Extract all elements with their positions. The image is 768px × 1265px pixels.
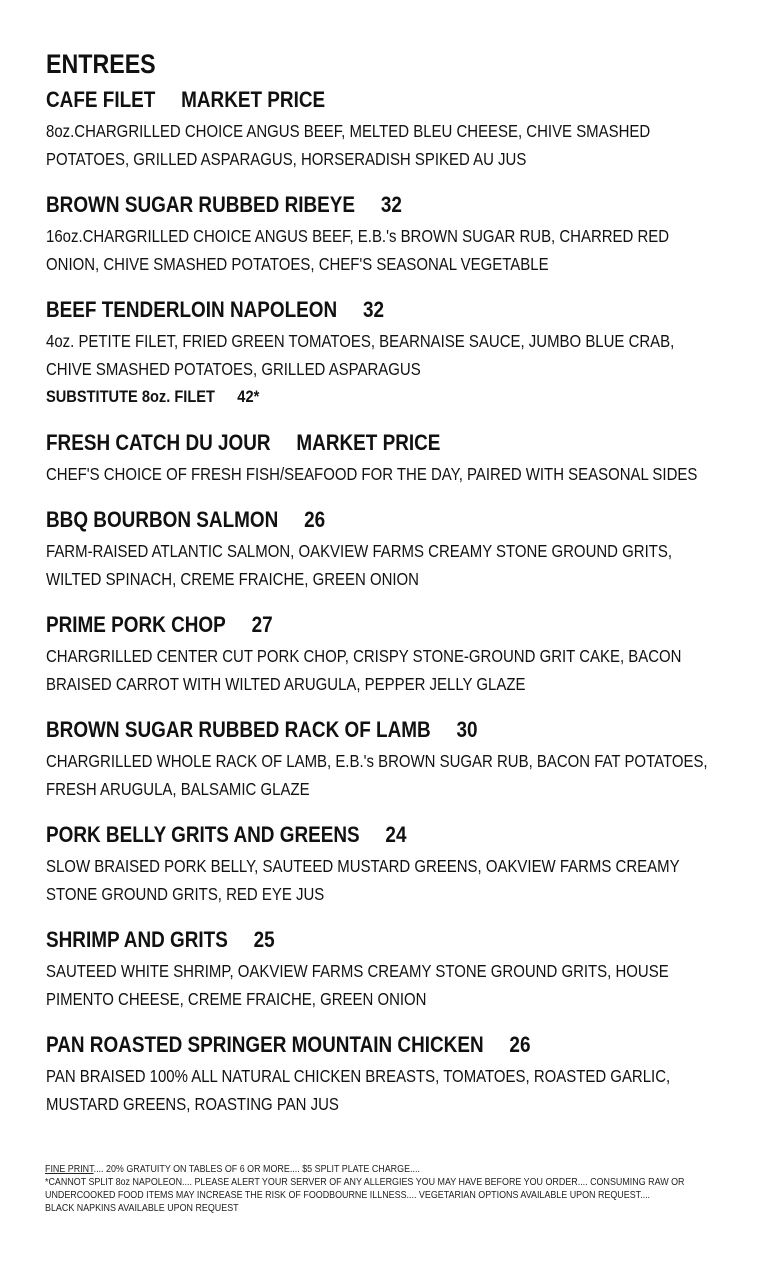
item-price: 26: [509, 1032, 531, 1057]
item-description: PAN BRAISED 100% ALL NATURAL CHICKEN BREASTS, TOMATOES, ROASTED GARLIC, MUSTARD GREENS, ROASTING PAN JUS: [46, 1066, 671, 1114]
menu-item-prime-pork-chop: [46, 611, 736, 698]
item-price: 32: [380, 192, 402, 217]
menu-item-brown-sugar-ribeye: [46, 191, 736, 278]
menu-item-rack-of-lamb: [46, 716, 736, 803]
item-description: CHEF'S CHOICE OF FRESH FISH/SEAFOOD FOR THE DAY, PAIRED WITH SEASONAL SIDES: [46, 464, 698, 484]
menu-entrees: [46, 46, 736, 1136]
substitute-price: 42*: [237, 387, 260, 406]
menu-item-shrimp-and-grits: [46, 926, 736, 1013]
fine-print-line-1: [45, 1163, 708, 1176]
item-price: MARKET PRICE: [181, 87, 326, 112]
item-description: CHARGRILLED WHOLE RACK OF LAMB, E.B.'s BROWN SUGAR RUB, BACON FAT POTATOES, FRESH ARUGULA, BALSAMIC GLAZE: [46, 751, 708, 799]
item-title: [46, 1031, 639, 1059]
menu-item-fresh-catch: [46, 429, 736, 488]
item-name: SHRIMP AND GRITS: [46, 927, 228, 952]
item-price: 30: [456, 717, 478, 742]
item-title: [46, 716, 639, 744]
menu-item-bbq-bourbon-salmon: [46, 506, 736, 593]
item-title: [46, 86, 639, 114]
item-title: [46, 611, 639, 639]
item-name: PAN ROASTED SPRINGER MOUNTAIN CHICKEN: [46, 1032, 484, 1057]
item-description: SAUTEED WHITE SHRIMP, OAKVIEW FARMS CREAMY STONE GROUND GRITS, HOUSE PIMENTO CHEESE, CREME FRAICHE, GREEN ONION: [46, 961, 669, 1009]
item-description: CHARGRILLED CENTER CUT PORK CHOP, CRISPY STONE-GROUND GRIT CAKE, BACON BRAISED CARROT WITH WILTED ARUGULA, PEPPER JELLY GLAZE: [46, 646, 682, 694]
item-title: [46, 821, 639, 849]
menu-item-springer-mountain-chicken: [46, 1031, 736, 1118]
item-price: 26: [304, 507, 326, 532]
fine-print-label: FINE PRINT: [45, 1163, 94, 1175]
item-price: 24: [385, 822, 407, 847]
menu-item-beef-tenderloin-napoleon: [46, 296, 736, 411]
item-title: [46, 429, 639, 457]
item-price: MARKET PRICE: [296, 430, 441, 455]
item-description: 16oz.CHARGRILLED CHOICE ANGUS BEEF, E.B.'s BROWN SUGAR RUB, CHARRED RED ONION, CHIVE SMASHED POTATOES, CHEF'S SEASONAL VEGETABLE: [46, 226, 670, 274]
substitute-label: SUBSTITUTE 8oz. FILET: [46, 387, 215, 406]
item-price: 27: [251, 612, 273, 637]
fine-print-line-4: BLACK NAPKINS AVAILABLE UPON REQUEST: [45, 1202, 239, 1214]
item-substitute: [46, 383, 639, 411]
item-name: BROWN SUGAR RUBBED RACK OF LAMB: [46, 717, 431, 742]
item-price: 25: [253, 927, 275, 952]
menu-item-cafe-filet: [46, 86, 736, 173]
fine-print-text-1: .... 20% GRATUITY ON TABLES OF 6 OR MORE.... $5 SPLIT PLATE CHARGE....: [93, 1163, 420, 1175]
section-title: ENTREES: [46, 49, 156, 79]
item-title: [46, 191, 639, 219]
fine-print: [45, 1163, 708, 1215]
item-description: FARM-RAISED ATLANTIC SALMON, OAKVIEW FARMS CREAMY STONE GROUND GRITS, WILTED SPINACH, CREME FRAICHE, GREEN ONION: [46, 541, 673, 589]
item-title: [46, 506, 639, 534]
menu-item-pork-belly: [46, 821, 736, 908]
item-name: BROWN SUGAR RUBBED RIBEYE: [46, 192, 356, 217]
item-name: PORK BELLY GRITS AND GREENS: [46, 822, 360, 847]
item-name: BEEF TENDERLOIN NAPOLEON: [46, 297, 338, 322]
fine-print-line-3: UNDERCOOKED FOOD ITEMS MAY INCREASE THE RISK OF FOODBOURNE ILLNESS.... VEGETARIAN OPTIONS AVAILABLE UPON REQUEST....: [45, 1189, 651, 1201]
item-price: 32: [362, 297, 385, 322]
item-name: BBQ BOURBON SALMON: [46, 507, 279, 532]
item-name: CAFE FILET: [46, 87, 156, 112]
item-description: 8oz.CHARGRILLED CHOICE ANGUS BEEF, MELTED BLEU CHEESE, CHIVE SMASHED POTATOES, GRILLED ASPARAGUS, HORSERADISH SPIKED AU JUS: [46, 121, 651, 169]
fine-print-line-2: *CANNOT SPLIT 8oz NAPOLEON.... PLEASE ALERT YOUR SERVER OF ANY ALLERGIES YOU MAY HAVE BEFORE YOU ORDER.... CONSUMING RAW OR: [45, 1176, 685, 1188]
item-description: 4oz. PETITE FILET, FRIED GREEN TOMATOES, BEARNAISE SAUCE, JUMBO BLUE CRAB, CHIVE SMASHED POTATOES, GRILLED ASPARAGUS: [46, 331, 675, 379]
item-name: PRIME PORK CHOP: [46, 612, 226, 637]
item-description: SLOW BRAISED PORK BELLY, SAUTEED MUSTARD GREENS, OAKVIEW FARMS CREAMY STONE GROUND GRITS, RED EYE JUS: [46, 856, 680, 904]
item-title: [46, 296, 639, 324]
item-title: [46, 926, 639, 954]
item-name: FRESH CATCH DU JOUR: [46, 430, 271, 455]
